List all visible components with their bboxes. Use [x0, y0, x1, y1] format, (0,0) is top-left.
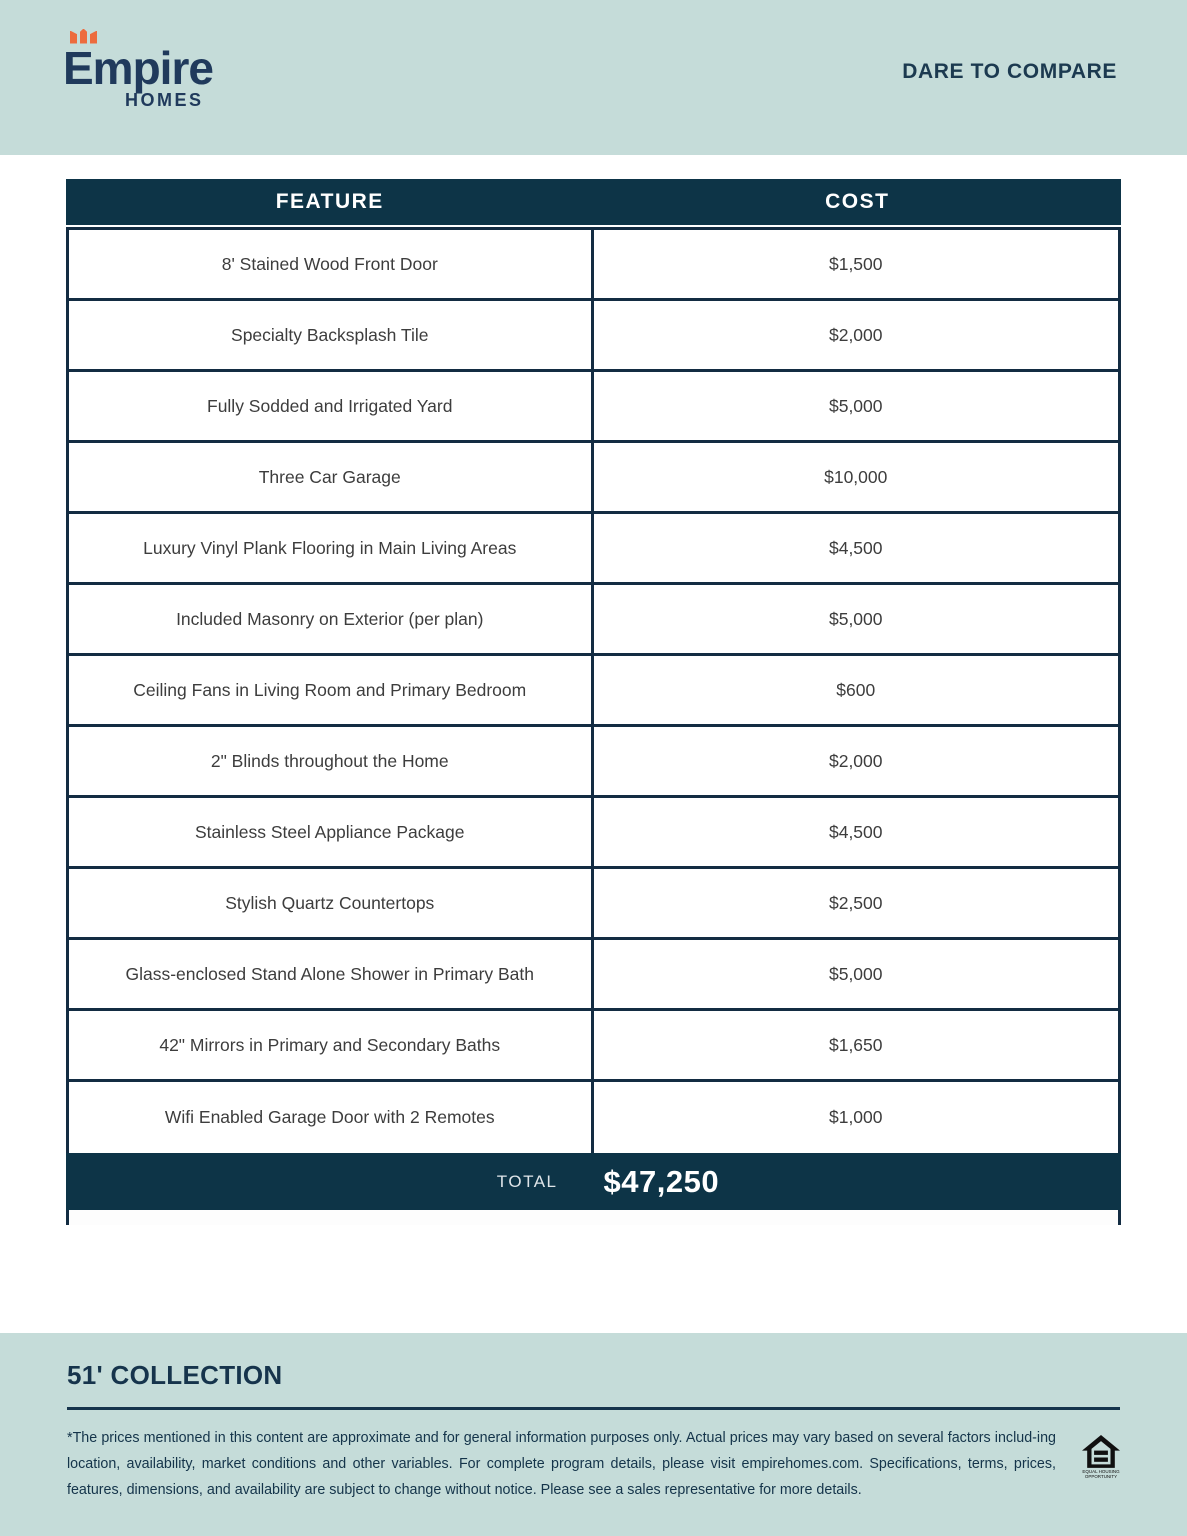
feature-cell: Three Car Garage: [69, 443, 594, 511]
cost-cell: $5,000: [828, 963, 883, 984]
comparison-table: [66, 179, 1121, 1225]
logo-subtitle: HOMES: [125, 89, 204, 110]
divider-rule: [67, 1407, 1120, 1410]
eho-text-line1: EQUAL HOUSING: [1082, 1469, 1120, 1475]
feature-cell: Fully Sodded and Irrigated Yard: [69, 372, 594, 440]
feature-cell: Glass-enclosed Stand Alone Shower in Primary Bath: [69, 940, 594, 1008]
table-row: [69, 656, 1118, 727]
table-header: [66, 179, 1121, 225]
table-body: [66, 227, 1121, 1153]
logo-wordmark: Empire: [63, 41, 213, 94]
cost-cell: $2,000: [828, 324, 883, 345]
cost-cell: $5,000: [828, 395, 883, 416]
feature-cell: 2" Blinds throughout the Home: [69, 727, 594, 795]
table-row: [69, 940, 1118, 1011]
footer-row: [67, 1425, 1120, 1503]
table-row: [69, 585, 1118, 656]
tagline: DARE TO COMPARE: [902, 59, 1117, 83]
footer-band: [0, 1333, 1187, 1536]
column-header-cost: COST: [825, 190, 890, 213]
cost-cell: $600: [836, 679, 876, 700]
feature-cell: 42" Mirrors in Primary and Secondary Baths: [69, 1011, 594, 1079]
empire-homes-logo: [63, 33, 233, 129]
header-band: [0, 0, 1187, 155]
empty-row-stub: [66, 1210, 1121, 1225]
feature-cell: Ceiling Fans in Living Room and Primary Bedroom: [69, 656, 594, 724]
table-row: [69, 372, 1118, 443]
feature-cell: Stylish Quartz Countertops: [69, 869, 594, 937]
total-value: $47,250: [603, 1163, 720, 1199]
feature-cell: Wifi Enabled Garage Door with 2 Remotes: [69, 1082, 594, 1153]
cost-cell: $1,500: [828, 253, 883, 274]
eho-text-line2: OPPORTUNITY: [1084, 1474, 1118, 1480]
feature-cell: Specialty Backsplash Tile: [69, 301, 594, 369]
cost-cell: $4,500: [828, 537, 883, 558]
disclaimer-text: *The prices mentioned in this content are approximate and for general information purposes only. Actual prices may vary based on several factors includ-ing location, availability, market conditions and other variables. For complete program details, please visit empirehomes.com. Specifications, terms, prices, features, dimensions, and availability are subject to change without notice. Please see a sales representative for more details.: [67, 1430, 1056, 1499]
cost-cell: $2,500: [828, 892, 883, 913]
column-header-feature: FEATURE: [275, 190, 384, 213]
feature-cell: 8' Stained Wood Front Door: [69, 230, 594, 298]
cost-cell: $1,650: [828, 1034, 883, 1055]
table-row: [69, 1082, 1118, 1153]
feature-cell: Included Masonry on Exterior (per plan): [69, 585, 594, 653]
table-row: [69, 1011, 1118, 1082]
collection-title: 51' COLLECTION: [67, 1360, 283, 1390]
total-row: [66, 1153, 1121, 1210]
table-row: [69, 798, 1118, 869]
cost-cell: $2,000: [828, 750, 883, 771]
table-row: [69, 301, 1118, 372]
feature-cell: Luxury Vinyl Plank Flooring in Main Living Areas: [69, 514, 594, 582]
cost-cell: $1,000: [828, 1107, 883, 1127]
feature-cell: Stainless Steel Appliance Package: [69, 798, 594, 866]
table-row: [69, 727, 1118, 798]
equal-housing-opportunity-icon: [1082, 1435, 1120, 1485]
main-content: [0, 155, 1187, 1333]
total-label: TOTAL: [496, 1171, 558, 1191]
table-row: [69, 514, 1118, 585]
cost-cell: $10,000: [824, 466, 888, 487]
cost-cell: $5,000: [828, 608, 883, 629]
table-row: [69, 869, 1118, 940]
table-row: [69, 443, 1118, 514]
cost-cell: $4,500: [828, 821, 883, 842]
table-row: [69, 230, 1118, 301]
